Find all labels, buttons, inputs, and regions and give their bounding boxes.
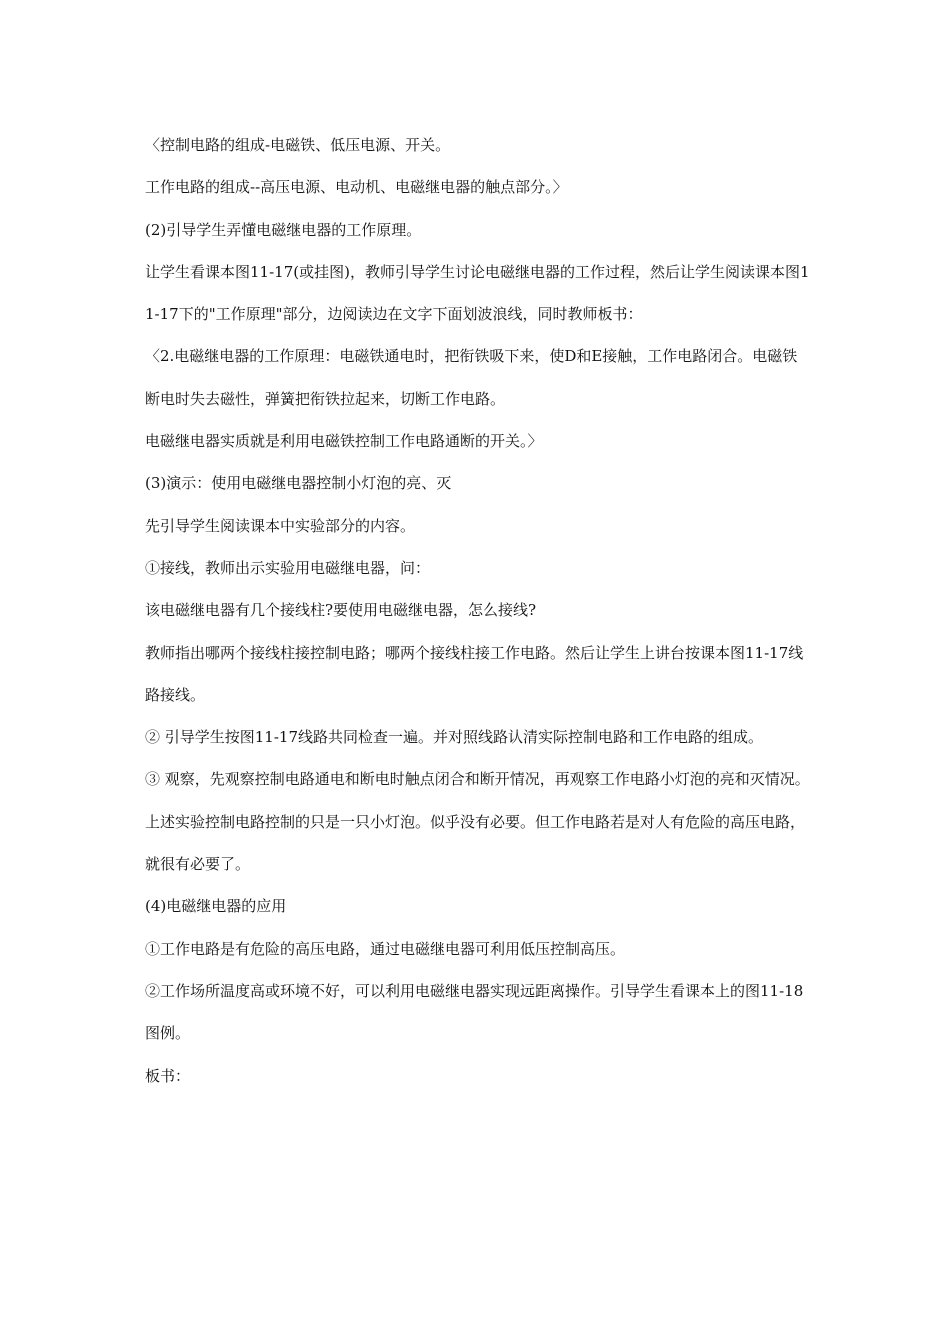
paragraph-observe: ③ 观察，先观察控制电路通电和断电时触点闭合和断开情况，再观察工作电路小灯泡的亮和灭情况。 bbox=[145, 770, 810, 789]
paragraph-essence: 电磁继电器实质就是利用电磁铁控制工作电路通断的开关。〉 bbox=[145, 432, 543, 451]
paragraph-conclusion: 上述实验控制电路控制的只是一只小灯泡。似乎没有必要。但工作电路若是对人有危险的高压电路，就很有必要了。 bbox=[145, 812, 806, 874]
paragraph-wiring: ①接线，教师出示实验用电磁继电器，问： bbox=[145, 558, 431, 577]
paragraph-application-1: ①工作电路是有危险的高压电路，通过电磁继电器可利用低压控制高压。 bbox=[145, 939, 626, 958]
paragraph-board-note: 板书： bbox=[145, 1066, 191, 1085]
paragraph-read-experiment: 先引导学生阅读课本中实验部分的内容。 bbox=[145, 516, 416, 535]
paragraph-step-4-heading: (4)电磁继电器的应用 bbox=[145, 897, 287, 916]
paragraph-working-circuit: 工作电路的组成--高压电源、电动机、电磁继电器的触点部分。〉 bbox=[145, 178, 568, 197]
paragraph-working-principle: 〈2.电磁继电器的工作原理：电磁铁通电时，把衔铁吸下来，使D和E接触，工作电路闭合。电磁铁断电时失去磁性，弹簧把衔铁拉起来，切断工作电路。 bbox=[145, 347, 798, 408]
paragraph-teacher-points: 教师指出哪两个接线柱接控制电路；哪两个接线柱接工作电路。然后让学生上讲台按课本图11-17线路接线。 bbox=[145, 643, 804, 704]
paragraph-check-wiring: ② 引导学生按图11-17线路共同检查一遍。并对照线路认清实际控制电路和工作电路的组成。 bbox=[145, 728, 764, 747]
paragraph-read-figure: 让学生看课本图11-17(或挂图)，教师引导学生讨论电磁继电器的工作过程，然后让学生阅读课本图11-17下的"工作原理"部分，边阅读边在文字下面划波浪线，同时教师板书： bbox=[145, 262, 810, 324]
paragraph-control-circuit: 〈控制电路的组成-电磁铁、低压电源、开关。 bbox=[145, 136, 451, 154]
paragraph-step-3-heading: (3)演示：使用电磁继电器控制小灯泡的亮、灭 bbox=[145, 474, 452, 493]
paragraph-application-2: ②工作场所温度高或环境不好，可以利用电磁继电器实现远距离操作。引导学生看课本上的图11-18图例。 bbox=[145, 981, 804, 1043]
document-body bbox=[145, 124, 810, 1097]
paragraph-question: 该电磁继电器有几个接线柱?要使用电磁继电器，怎么接线? bbox=[145, 601, 537, 620]
paragraph-step-2-heading: (2)引导学生弄懂电磁继电器的工作原理。 bbox=[145, 220, 422, 239]
